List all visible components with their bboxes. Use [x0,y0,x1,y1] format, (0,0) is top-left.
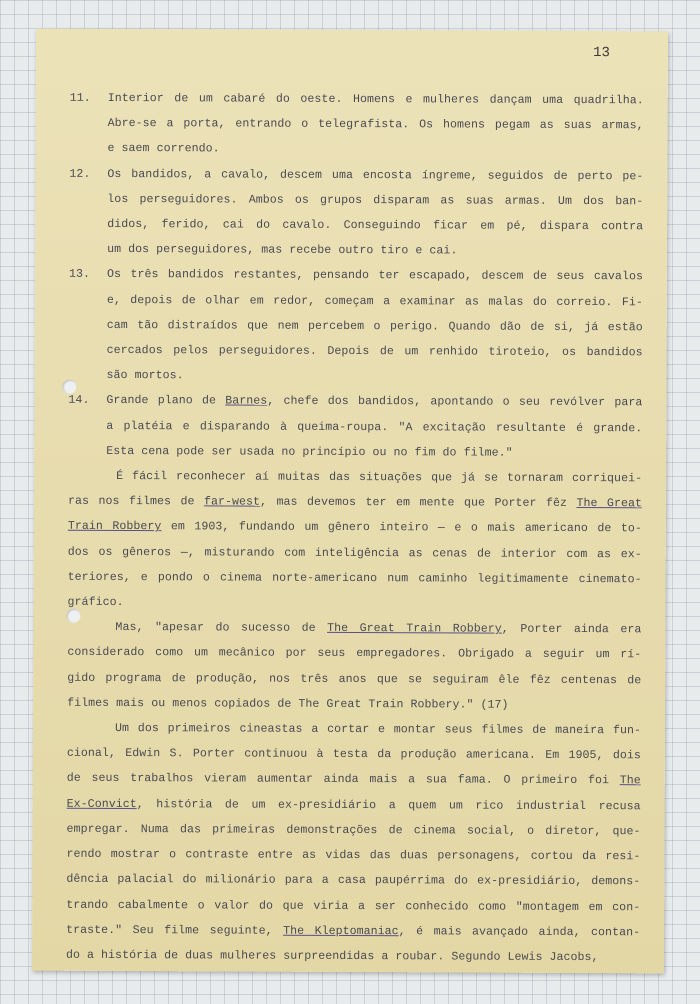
text-line [67,791,641,819]
text-segment: , é mais avançado ainda, contan- [398,924,641,939]
text-segment: a platéia e disparando à queima-roupa. "A excitação resultante é grande. [106,419,643,435]
text-line [106,388,642,416]
underlined-title: The Great Train Robbery [327,622,502,636]
text-line [107,237,643,265]
paragraph [67,464,642,618]
scene-number: 14. [68,394,90,408]
text-line [68,514,642,542]
text-segment: Esta cena pode ser usada no princípio ou no fim do filme." [106,444,513,460]
text-segment: considerado como um mecânico por seus empregadores. Obrigado a seguir um rí- [67,646,642,662]
text-segment: cam tão distraídos que nem percebem o perigo. Quando dão de si, já estão [106,318,643,335]
numbered-scene [69,86,643,164]
text-segment: em 1903, fundando um gênero inteiro — e o mais americano de to- [161,520,642,536]
text-segment: do a história de duas mulheres surpreendidas a roubar. Segundo Lewis Jacobs, [65,948,599,964]
text-segment: , chefe dos bandidos, apontando o seu revólver para [267,395,643,410]
text-line [107,212,643,240]
text-segment: teriores, e pondo o cinema norte-americano num caminho legitimamente cinemato- [67,570,642,587]
paragraph [66,716,641,971]
underlined-title: far-west [203,495,261,509]
scene-number: 12. [69,167,91,181]
typed-page [32,29,668,974]
text-segment: gido programa de produção, nos três anos que se seguiram êle fêz centenas de [67,671,642,687]
text-segment: Mas, "apesar do sucesso de [115,621,328,636]
underlined-title: The [619,774,641,788]
text-line [67,665,641,693]
underlined-title: Barnes [225,394,268,409]
text-line [107,288,643,316]
text-line [107,187,643,215]
text-segment: trando cabalmente o valor do que viria a ser conhecido como "montagem em con- [66,898,641,914]
text-line [67,615,641,643]
text-line [67,817,641,845]
text-line [66,867,640,895]
text-segment: rendo mostrar o contraste entre as vidas das duas personagens, cortou da resi- [66,847,641,864]
text-segment: e saem correndo. [107,142,220,156]
paragraph [67,615,641,718]
text-segment: filmes mais ou menos copiados de The Great Train Robbery." (17) [67,696,509,712]
text-segment: , história de um ex-presidiário a quem um rico industrial recusa [136,797,641,813]
text-line [67,766,641,794]
text-segment: ras nos filmes de [67,495,204,509]
underlined-title: The Kleptomaniac [283,924,399,938]
text-segment: Os três bandidos restantes, pensando ter escapado, descem de seus cavalos [106,268,644,284]
text-segment: e, depois de olhar em redor, começam a examinar as malas do correio. Fi- [106,293,643,309]
text-line [66,917,640,945]
text-line [67,691,641,719]
numbered-scene [68,262,643,391]
text-segment: É fácil reconhecer aí muitas das situações que já se tornaram corriquei- [116,470,643,486]
text-line [107,313,643,341]
text-segment: Grande plano de [106,394,226,408]
text-line [66,943,640,971]
text-line [106,363,642,391]
page-number: 13 [593,45,610,62]
numbered-scene [68,388,642,466]
text-segment: de seus trabalhos vieram aumentar ainda mais a sua fama. O primeiro foi [66,772,620,788]
text-segment: Abre-se a porta, entrando o telegrafista. Os homens pegam as suas armas, [107,117,644,133]
text-segment: Os bandidos, a cavalo, descem uma encosta íngreme, seguidos de perto pe- [107,167,644,183]
text-segment: Interior de um cabaré do oeste. Homens e mulheres dançam uma quadrilha. [107,91,644,108]
text-line [67,716,641,744]
text-segment: didos, ferido, cai do cavalo. Conseguindo ficar em pé, dispara contra [107,217,644,234]
text-line [107,338,643,366]
text-segment: Um dos primeiros cineastas a cortar e montar seus filmes de maneira fun- [114,722,642,738]
text-segment: los perseguidores. Ambos os grupos disparam as suas armas. Um dos ban- [107,192,644,209]
text-line [68,489,642,517]
text-segment: um dos perseguidores, mas recebe outro tiro e cai. [107,243,458,258]
text-line [107,136,643,164]
text-line [68,539,642,567]
numbered-scene [69,161,643,264]
text-segment: cercados pelos perseguidores. Depois de um renhido tiroteio, os bandidos [106,343,643,360]
typed-text-body [66,86,644,971]
text-line [67,640,641,668]
text-segment: dos os gêneros —, misturando com inteligência as cenas de interior com as ex- [67,545,642,561]
text-segment: , mas devemos ter em mente que Porter fêz [259,495,577,511]
text-line [107,262,643,290]
text-segment: dência palacial do milionário para a casa paupérrima do ex-presidiário, demons- [66,873,641,889]
text-line [67,590,641,618]
text-line [108,86,644,114]
text-segment: gráfico. [67,595,124,610]
text-segment: traste." Seu filme seguinte, [66,923,284,938]
text-segment: , Porter ainda era [501,622,642,637]
scene-number: 13. [68,268,91,282]
text-segment: empregar. Numa das primeiras demonstrações de cinema social, o diretor, que- [66,822,641,839]
text-segment: cional, Edwin S. Porter continuou à testa da produção americana. Em 1905, dois [66,747,641,763]
text-line [66,892,640,920]
text-line [106,414,642,442]
underlined-title: The Great [576,497,643,511]
scene-number: 11. [69,91,91,105]
underlined-title: Ex-Convict [66,797,137,811]
underlined-title: Train Robbery [67,520,162,534]
text-line [108,111,644,139]
text-line [107,162,643,190]
text-line [67,741,641,769]
text-line [106,439,642,467]
text-segment: são mortos. [106,369,184,383]
text-line [68,565,642,593]
text-line [68,464,642,492]
text-line [66,842,640,870]
